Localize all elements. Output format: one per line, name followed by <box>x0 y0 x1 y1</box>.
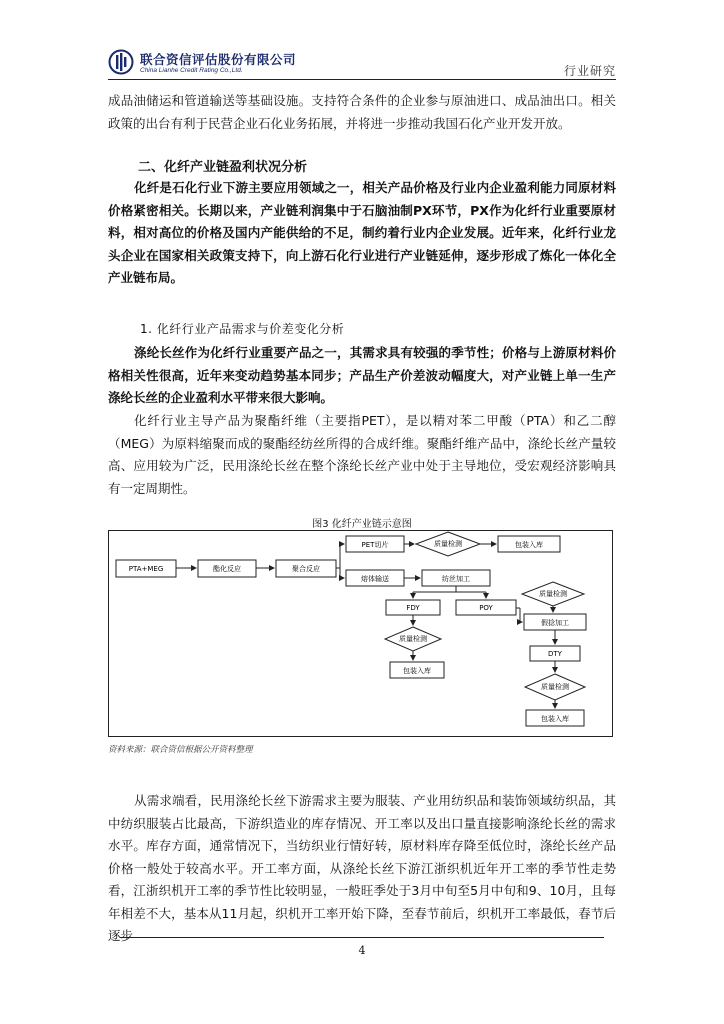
subsection-heading: 1. 化纤行业产品需求与价差变化分析 <box>140 322 345 336</box>
node-qc2-label: 质量检测 <box>399 635 427 643</box>
section-label: 行业研究 <box>563 64 616 78</box>
section-heading: 二、化纤产业链盈利状况分析 <box>138 160 308 175</box>
header-divider <box>108 79 616 80</box>
node-fdy-label: FDY <box>406 604 420 612</box>
node-pta-meg-label: PTA+MEG <box>128 565 164 573</box>
company-name-en: China Lianhe Credit Rating Co.,Ltd. <box>140 67 243 74</box>
closing-paragraph: 从需求端看，民用涤纶长丝下游需求主要为服装、产业用纺织品和装饰领域纺织品，其中纺织服装占比最高，下游织造业的库存情况、开工率以及出口量直接影响涤纶长丝的需求水平。库存方面，通常情况下，当纺织业行情好转，原材料库存降至低位时，涤纶长丝产品价格一般处于较高水平。开工率方面，从涤纶长丝下游江浙织机近年开工率的季节性走势看，江浙织机开工率的季节性比较明显，一般旺季处于3月中旬至5月中旬和9、10月，且每年相差不大，基本从11月起，织机开工率开始下降，至春节前后，织机开工率最低，春节后逐步 <box>108 793 616 943</box>
company-name-cn: 联合资信评估股份有限公司 <box>140 52 297 67</box>
node-pack2-label: 包装入库 <box>403 667 431 675</box>
node-qc3-label: 质量检测 <box>539 590 567 598</box>
node-qc1-label: 质量检测 <box>434 540 462 548</box>
page-number: 4 <box>358 944 366 957</box>
figure-source: 资料来源：联合资信根据公开资料整理 <box>108 745 253 755</box>
node-spinning-label: 纺丝加工 <box>442 575 470 583</box>
node-pack1-label: 包装入库 <box>515 541 543 549</box>
section-summary: 化纤是石化行业下游主要应用领域之一，相关产品价格及行业内企业盈利能力同原材料价格紧密相关。长期以来，产业链利润集中于石脑油制PX环节，PX作为化纤行业重要原材料，相对高位的价格及国内产能供给的不足，制约着行业内企业发展。近年来，化纤行业龙头企业在国家相关政策支持下，向上游石化行业进行产业链延伸，逐步形成了炼化一体化全产业链布局。 <box>108 180 616 285</box>
node-esterification-label: 酯化反应 <box>213 565 241 573</box>
company-logo-icon <box>108 49 134 75</box>
node-pack3-label: 包装入库 <box>541 715 569 723</box>
intro-paragraph: 成品油储运和管道输送等基础设施。支持符合条件的企业参与原油进口、成品油出口。相关政策的出台有利于民营企业石化业务拓展，并将进一步推动我国石化产业开发开放。 <box>108 93 616 131</box>
footer-divider <box>120 937 604 938</box>
node-pet-chip-label: PET切片 <box>361 541 389 549</box>
node-melt-transport-label: 熔体输送 <box>361 575 389 583</box>
node-qc4-label: 质量检测 <box>541 683 569 691</box>
subsection-summary: 涤纶长丝作为化纤行业重要产品之一，其需求具有较强的季节性；价格与上游原材料价格相关性很高，近年来变动趋势基本同步；产品生产价差波动幅度大，对产业链上单一生产涤纶长丝的企业盈利水平带来很大影响。 <box>108 345 616 405</box>
figure-title: 图3 化纤产业链示意图 <box>312 519 412 530</box>
node-polycondensation-label: 聚合反应 <box>292 565 320 573</box>
figure-frame <box>109 531 613 737</box>
subsection-body: 化纤行业主导产品为聚酯纤维（主要指PET），是以精对苯二甲酸（PTA）和乙二醇（MEG）为原料缩聚而成的聚酯经纺丝所得的合成纤维。聚酯纤维产品中，涤纶长丝产量较高、应用较为广泛，民用涤纶长丝在整个涤纶长丝产业中处于主导地位，受宏观经济影响具有一定周期性。 <box>108 413 616 496</box>
node-poy-label: POY <box>479 604 493 612</box>
node-dty-label: DTY <box>548 650 562 658</box>
node-texturing-label: 假捻加工 <box>541 619 569 627</box>
flowchart <box>108 530 613 737</box>
